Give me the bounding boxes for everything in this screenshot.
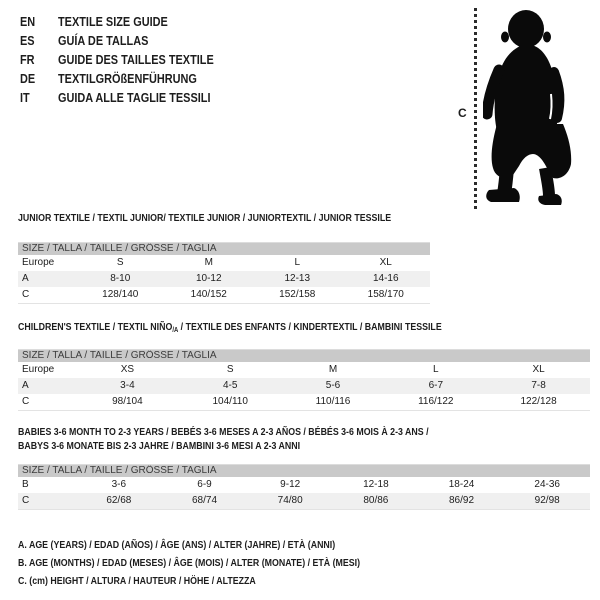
lang-row-es [20,31,243,50]
size-table-header: SIZE / TALLA / TAILLE / GRÖSSE / TAGLIA [18,465,590,477]
size-table-header: SIZE / TALLA / TAILLE / GRÖSSE / TAGLIA [18,243,430,255]
lang-row-en [20,12,243,31]
table-cell: 7-8 [531,380,546,391]
junior-section-title: JUNIOR TEXTILE / TEXTIL JUNIOR/ TEXTILE JUNIOR / JUNIORTEXTIL / JUNIOR TESSILE [18,212,392,224]
table-cell: 24-36 [534,479,560,490]
lang-title: GUÍA DE TALLAS [58,33,149,48]
table-cell: 18-24 [448,479,475,490]
lang-title: GUIDA ALLE TAGLIE TESSILI [58,90,211,105]
row-label: C [22,495,30,506]
legend-notes [18,536,425,590]
table-cell: 12-13 [284,273,311,284]
table-row-height [18,394,590,410]
lang-title: TEXTILE SIZE GUIDE [58,14,168,29]
table-cell: 116/122 [418,396,454,407]
size-table-header: SIZE / TALLA / TAILLE / GRÖSSE / TAGLIA [18,350,590,362]
table-cell: 12-18 [363,479,389,490]
table-cell: 4-5 [222,380,238,391]
junior-size-table [18,242,430,304]
table-row-age [18,378,590,394]
lang-code: IT [20,90,30,105]
table-cell: 152/158 [279,289,316,300]
row-label: Europe [22,257,55,268]
table-cell: 140/152 [190,289,227,300]
table-cell: 104/110 [212,396,248,407]
table-cell: M [328,364,338,375]
note-b: B. AGE (MONTHS) / EDAD (MESES) / ÂGE (MOIS) / ALTER (MONATE) / ETÀ (MESI) [18,557,361,569]
row-label: C [22,396,30,407]
table-cell: 9-12 [280,479,301,490]
table-cell: 128/140 [102,289,139,300]
row-label: Europe [22,364,55,375]
lang-row-it [20,88,243,107]
table-cell: XS [120,364,135,375]
table-cell: S [116,257,124,268]
table-cell: 62/68 [106,495,132,506]
height-measure-dashed-line [474,8,477,211]
table-row-europe [18,255,430,271]
table-row-height [18,287,430,303]
table-cell: 98/104 [112,396,143,407]
row-label: A [22,273,29,284]
lang-row-fr [20,50,243,69]
children-size-table [18,349,590,411]
lang-code: EN [20,14,36,29]
table-cell: L [294,257,301,268]
table-cell: 86/92 [449,495,475,506]
table-cell: 3-6 [111,479,127,490]
subscript-a: /A [172,327,179,334]
table-cell: 5-6 [325,380,341,391]
row-label: A [22,380,29,391]
babies-size-table [18,464,590,510]
table-row-months [18,477,590,493]
table-cell: 122/128 [520,396,557,407]
table-cell: 68/74 [191,495,218,506]
table-cell: 10-12 [195,273,222,284]
table-cell: 3-4 [120,380,135,391]
row-label: C [22,289,30,300]
table-cell: XL [532,364,545,375]
table-cell: M [204,257,213,268]
table-cell: XL [379,257,392,268]
table-cell: 14-16 [372,273,399,284]
lang-title: TEXTILGRÖßENFÜHRUNG [58,71,197,86]
baby-silhouette-image [483,8,583,206]
lang-title: GUIDE DES TAILLES TEXTILE [58,52,214,67]
note-c: C. (cm) HEIGHT / ALTURA / HAUTEUR / HÖHE / ALTEZZA [18,575,256,587]
lang-code: DE [20,71,36,86]
table-cell: S [226,364,234,375]
row-label: B [22,479,29,490]
table-cell: 158/170 [367,289,404,300]
lang-code: FR [20,52,35,67]
table-cell: 6-9 [197,479,212,490]
table-cell: L [433,364,439,375]
table-row-europe [18,362,590,378]
note-a: A. AGE (YEARS) / EDAD (AÑOS) / ÂGE (ANS) / ALTER (JAHRE) / ETÀ (ANNI) [18,539,336,551]
table-cell: 110/116 [315,396,351,407]
table-row-age [18,271,430,287]
table-row-height [18,493,590,509]
table-cell: 92/98 [534,495,560,506]
lang-row-de [20,69,243,88]
lang-code: ES [20,33,35,48]
table-cell: 80/86 [363,495,389,506]
children-section-title: CHILDREN'S TEXTILE / TEXTIL NIÑO/A / TEXTILE DES ENFANTS / KINDERTEXTIL / BAMBINI TESSILE [18,321,442,334]
language-title-block [20,12,243,107]
table-cell: 8-10 [110,273,131,284]
babies-section-title: BABIES 3-6 MONTH TO 2-3 YEARS / BEBÉS 3-6 MESES A 2-3 AÑOS / BÉBÉS 3-6 MOIS À 2-3 ANS / BABYS 3-6 MONATE BIS 2-3 JAHRE / BAMBINI 3-6 MESI A 2-3 ANNI [18,426,429,452]
table-cell: 74/80 [277,495,303,506]
measure-label-c: C [458,106,467,120]
table-cell: 6-7 [428,380,444,391]
